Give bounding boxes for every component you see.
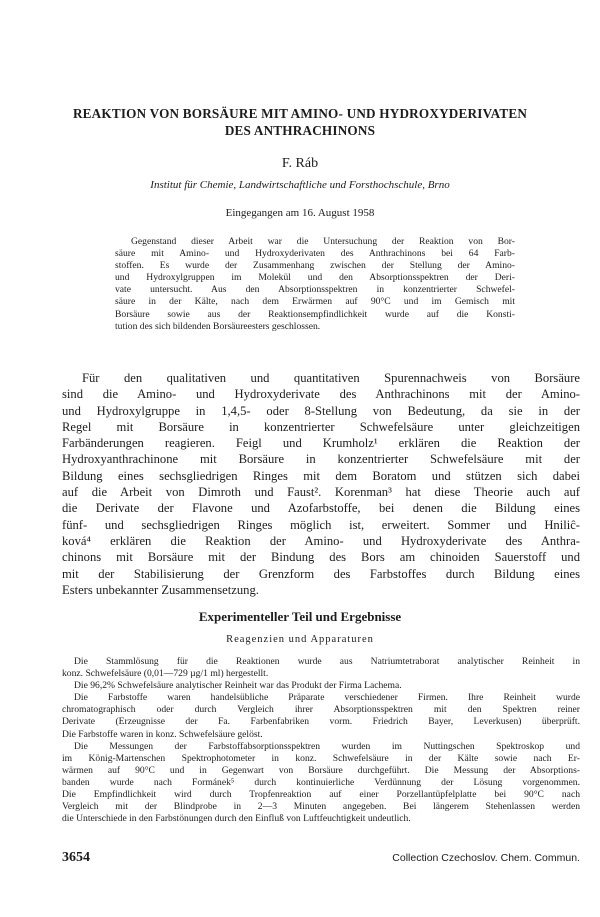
body-line: fünf- und sechsgliedrigen Ringes möglich ist, erweitert. Sommer und Hniliĉ- <box>62 517 580 532</box>
body-line: auf die Arbeit von Dimroth und Faust². Korenman³ hat diese Theorie auch auf <box>62 485 580 500</box>
abstract-line: vate untersucht. Aus den Absorptionsspektren in konzentrierter Schwefel- <box>115 284 515 296</box>
abstract-line: tution des sich bildenden Borsäureesters geschlossen. <box>115 320 321 332</box>
body-line: Esters unbekannter Zusammensetzung. <box>62 582 259 597</box>
exp-line: die Unterschiede in den Farbstönungen durch den Einfluß von Luftfeuchtigkeit undeutlich. <box>62 813 411 825</box>
exp-line: Die Stammlösung für die Reaktionen wurde aus Natriumtetraborat analytischer Reinheit in <box>74 656 580 667</box>
exp-line: banden wurde nach Formánek⁵ durch kontinuierliche Verdünnung der Lösung vorgenommen. <box>62 776 580 788</box>
exp-paragraph <box>62 741 580 826</box>
exp-line: Die 96,2% Schwefelsäure analytischer Reinheit war das Produkt der Firma Lachema. <box>74 680 402 692</box>
abstract-line: und Hydroxylgruppen im Molekül und den Absorptionsspektren der Deri- <box>115 272 515 284</box>
exp-line: konz. Schwefelsäure (0,01—729 µg/1 ml) hergestellt. <box>62 668 269 680</box>
exp-line: Die Farbstoffe waren handelsübliche Präparate verschiedener Firmen. Ihre Reinheit wurde <box>74 692 580 704</box>
author-name: F. Ráb <box>281 156 319 171</box>
exp-paragraph <box>62 656 580 680</box>
experimental-text <box>62 656 580 825</box>
author-affiliation: Institut für Chemie, Landwirtschaftliche und Forsthochschule, Brno <box>150 179 450 191</box>
abstract <box>115 236 515 333</box>
abstract-line: säure in der Kälte, nach dem Erwärmen auf 90°C und im Gemisch mit <box>115 296 515 308</box>
body-line: Bildung eines sechsgliedrigen Ringes mit dem Boratom und stützen sich dabei <box>62 468 580 483</box>
abstract-line: Borsäure sowie aus der Reaktionsempfindlichkeit wurde auf die Konsti- <box>115 308 515 320</box>
body-line: Für den qualitativen und quantitativen Spurennachweis von Borsäure <box>82 371 580 385</box>
exp-line: Derivate (Erzeugnisse der Fa. Farbenfabriken vorm. Friedrich Bayer, Leverkusen) überprüft. <box>62 716 580 728</box>
body-line: Farbänderungen reagieren. Feigl und Krumholz¹ erklären die Reaktion der <box>62 436 580 451</box>
exp-paragraph <box>62 680 580 692</box>
page-footer <box>62 850 580 866</box>
exp-line: Die Messungen der Farbstoffabsorptionsspektren wurden im Nuttingschen Spektroskop und <box>74 740 580 752</box>
paper-title <box>36 105 564 139</box>
abstract-line: Gegenstand dieser Arbeit war die Untersuchung der Reaktion von Bor- <box>131 236 515 247</box>
exp-line: wärmen auf 90°C und in Gegenwart von Borsäure durchgeführt. Die Messung der Absorptions- <box>62 764 580 776</box>
exp-line: Vergleich mit der Blindprobe in 2—3 Minuten angegeben. Bei längerem Stehenlassen werden <box>62 801 580 813</box>
body-line: chinons mit Borsäure mit der Bindung des Bors am chinoiden Sauerstoff und <box>62 550 580 565</box>
exp-line: Die Farbstoffe waren in konz. Schwefelsäure gelöst. <box>62 728 263 740</box>
body-line: ková⁴ erklären die Reaktion der Amino- und Hydroxyderivate des Anthra- <box>62 533 580 548</box>
body-line: Regel mit Borsäure in konzentrierter Schwefelsäure unter gleichzeitigen <box>62 419 580 434</box>
body-line: und Hydroxylgruppe in 1,4,5- oder 8-Stellung von Bedeutung, da sie in der <box>62 403 580 418</box>
exp-line: Die Empfindlichkeit wird durch Tropfenreaktion auf einer Porzellantüpfelplatte bei 90°C nach <box>62 789 580 801</box>
exp-paragraph <box>62 692 580 740</box>
exp-line: chromatographisch oder durch Vergleich ihrer Absorptionsspektren mit den Spektren reiner <box>62 704 580 716</box>
introduction-paragraph <box>62 370 580 598</box>
title-line: DES ANTHRACHINONS <box>224 123 376 138</box>
body-line: die Derivate der Flavone und Azofarbstoffe, bei denen die Bildung eines <box>62 501 580 516</box>
received-date: Eingegangen am 16. August 1958 <box>225 207 375 219</box>
exp-line: im König-Martenschen Spektrophotometer in konz. Schwefelsäure in der Kälte sowie nach Er- <box>62 752 580 764</box>
title-line: REAKTION VON BORSÄURE MIT AMINO- UND HYDROXYDERIVATEN <box>72 106 528 121</box>
body-line: sind die Amino- und Hydroxyderivate des Anthrachinons mit der Amino- <box>62 387 580 402</box>
body-line: mit der Stabilisierung der Grenzform des Farbstoffes durch Bildung eines <box>62 566 580 581</box>
body-line: Hydroxyanthrachinone mit Borsäure in konzentrierter Schwefelsäure mit der <box>62 452 580 467</box>
subsection-heading: Reagenzien und Apparaturen <box>226 634 374 645</box>
page-number: 3654 <box>62 850 90 865</box>
abstract-line: säure mit Amino- und Hydroxyderivaten des Anthrachinons bei 64 Farb- <box>115 248 515 260</box>
section-heading: Experimenteller Teil und Ergebnisse <box>198 609 402 624</box>
journal-name: Collection Czechoslov. Chem. Commun. <box>392 852 580 864</box>
abstract-line: stoffen. Es wurde der Zusammenhang zwischen der Stellung der Amino- <box>115 260 515 272</box>
